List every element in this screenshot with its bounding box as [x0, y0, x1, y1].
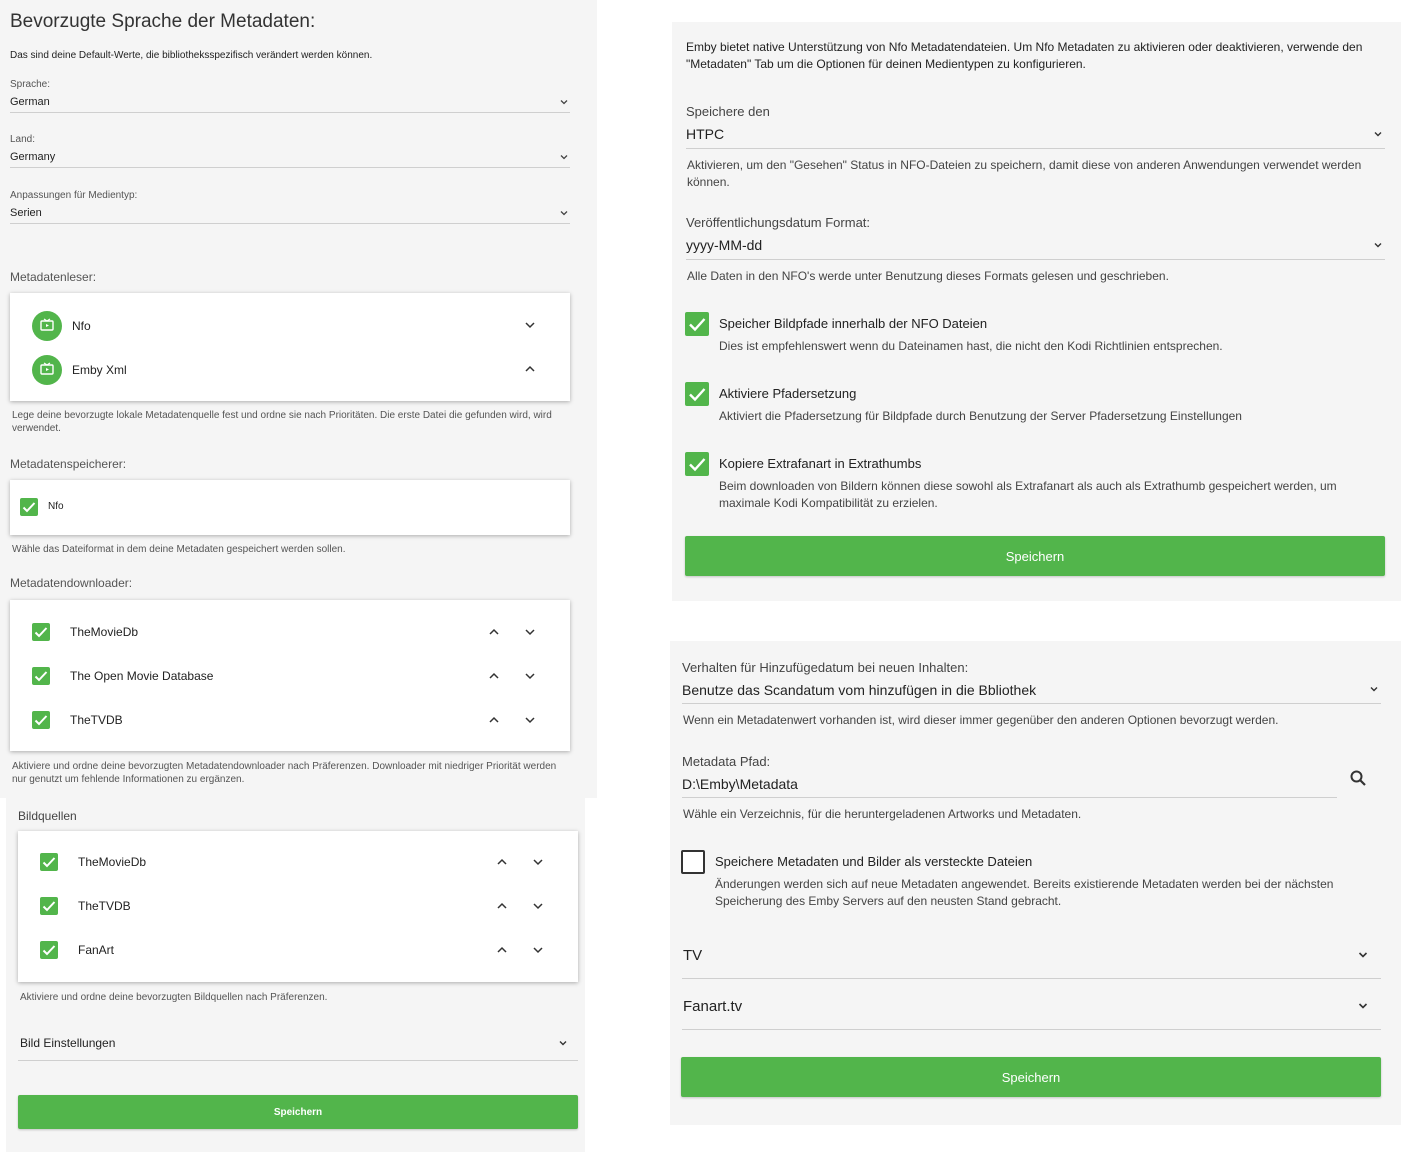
search-icon[interactable] — [1349, 769, 1367, 787]
chevron-down-icon — [1368, 683, 1380, 695]
image-source-name: TheMovieDb — [78, 855, 147, 869]
check-icon — [40, 853, 58, 871]
media-type-value: Serien — [10, 207, 42, 219]
move-up-icon[interactable] — [487, 625, 501, 639]
nfo-save-button[interactable]: Speichern — [685, 536, 1385, 576]
chevron-down-icon — [559, 97, 569, 107]
check-icon — [685, 382, 709, 406]
move-down-icon[interactable] — [531, 855, 545, 869]
chevron-down-icon — [559, 152, 569, 162]
reader-name: Emby Xml — [72, 363, 127, 377]
nfo-date-select[interactable] — [686, 235, 1385, 257]
hidden-files-desc: Änderungen werden sich auf neue Metadaten angewendet. Bereits existierende Metadaten werden bei der nächsten Speicherung des Emby Servers auf den neusten Stand gebracht. — [715, 877, 1334, 908]
nfo-user-value: HTPC — [686, 126, 725, 142]
country-select[interactable] — [10, 149, 570, 167]
defaults-note: Das sind deine Default-Werte, die bibliotheksspezifisch verändert werden können. — [10, 50, 373, 61]
nfo-date-hint: Alle Daten in den NFO's werde unter Benutzung dieses Formats gelesen und geschrieben. — [687, 269, 1169, 283]
path-substitution-desc: Aktiviert die Pfadersetzung für Bildpfade durch Benutzung der Server Pfadersetzung Einstellungen — [719, 409, 1242, 423]
downloaders-title: Metadatendownloader: — [10, 576, 133, 590]
check-icon — [685, 312, 709, 336]
language-select[interactable] — [10, 94, 570, 112]
chevron-down-icon — [1372, 128, 1384, 140]
list-item[interactable] — [10, 710, 570, 730]
page-title: Bevorzugte Sprache der Metadaten: — [10, 11, 316, 32]
media-type-select[interactable] — [10, 205, 570, 223]
language-value: German — [10, 96, 50, 108]
check-icon — [40, 897, 58, 915]
section-tv[interactable] — [682, 945, 1381, 967]
language-underline — [10, 112, 570, 113]
date-added-hint: Wenn ein Metadatenwert vorhanden ist, wird dieser immer gegenüber den anderen Optionen bevorzugt werden. — [683, 713, 1279, 727]
nfo-intro: Emby bietet native Unterstützung von Nfo Metadatendateien. Um Nfo Metadaten zu aktivieren oder deaktivieren, verwende den "Metadaten" Tab um die Optionen für deinen Medientypen zu konfigurieren. — [686, 40, 1363, 71]
downloader-checkbox[interactable] — [32, 667, 50, 685]
check-icon — [40, 941, 58, 959]
image-source-checkbox[interactable] — [40, 853, 58, 871]
move-up-icon[interactable] — [487, 713, 501, 727]
section-tv-underline — [682, 978, 1381, 979]
save-button[interactable]: Speichern — [18, 1095, 578, 1129]
readers-title: Metadatenleser: — [10, 270, 97, 284]
save-image-paths-desc: Dies ist empfehlenswert wenn du Dateinamen hast, die nicht den Kodi Richtlinien entsprechen. — [719, 339, 1223, 353]
list-item[interactable] — [10, 622, 570, 642]
date-added-select[interactable] — [682, 680, 1381, 702]
saver-checkbox[interactable] — [20, 498, 38, 516]
list-item[interactable] — [10, 353, 570, 387]
nfo-user-label: Speichere den — [686, 104, 770, 119]
image-source-name: TheTVDB — [78, 899, 131, 913]
move-up-icon[interactable] — [495, 855, 509, 869]
nfo-panel — [672, 22, 1401, 601]
image-settings-label: Bild Einstellungen — [20, 1036, 116, 1050]
readers-hint: Lege deine bevorzugte lokale Metadatenquelle fest und ordne sie nach Prioritäten. Die erste Datei die gefunden wird, wird verwendet. — [12, 410, 552, 434]
check-icon — [20, 498, 38, 516]
check-icon — [32, 711, 50, 729]
check-icon — [32, 667, 50, 685]
downloader-name: TheTVDB — [70, 713, 123, 727]
downloader-checkbox[interactable] — [32, 623, 50, 641]
nfo-user-hint: Aktivieren, um den "Gesehen" Status in NFO-Dateien zu speichern, damit diese von anderen Anwendungen verwendet werden können. — [687, 158, 1362, 189]
move-up-icon[interactable] — [523, 362, 537, 376]
section-fanart-label: Fanart.tv — [683, 998, 743, 1015]
chevron-down-icon — [1372, 239, 1384, 251]
move-down-icon[interactable] — [523, 625, 537, 639]
date-added-underline — [682, 703, 1381, 704]
savers-hint: Wähle das Dateiformat in dem deine Metadaten gespeichert werden sollen. — [12, 544, 346, 555]
country-label: Land: — [10, 134, 36, 145]
image-settings-expander[interactable] — [18, 1034, 578, 1054]
metadata-path-input[interactable] — [682, 774, 1337, 796]
move-up-icon[interactable] — [487, 669, 501, 683]
metadata-path-label: Metadata Pfad: — [682, 754, 771, 769]
nfo-date-underline — [686, 259, 1385, 260]
move-down-icon[interactable] — [523, 318, 537, 332]
nfo-date-value: yyyy-MM-dd — [686, 237, 763, 253]
move-up-icon[interactable] — [495, 899, 509, 913]
readers-list — [10, 293, 570, 401]
move-down-icon[interactable] — [531, 943, 545, 957]
downloaders-hint: Aktiviere und ordne deine bevorzugten Metadatendownloader nach Präferenzen. Downloader mit niedriger Priorität werden nur genutzt um fehlende Informationen zu ergänzen. — [12, 761, 557, 785]
tv-icon — [32, 355, 62, 385]
chevron-down-icon — [559, 208, 569, 218]
path-substitution-title: Aktiviere Pfadersetzung — [719, 386, 857, 401]
move-down-icon[interactable] — [523, 669, 537, 683]
image-sources-hint: Aktiviere und ordne deine bevorzugten Bildquellen nach Präferenzen. — [20, 992, 328, 1003]
save-image-paths-checkbox[interactable] — [685, 312, 709, 336]
list-item[interactable] — [10, 666, 570, 686]
tv-icon — [32, 311, 62, 341]
downloader-checkbox[interactable] — [32, 711, 50, 729]
nfo-date-label: Veröffentlichungsdatum Format: — [686, 215, 871, 230]
chevron-down-icon — [1356, 948, 1370, 962]
check-icon — [685, 452, 709, 476]
image-sources-title: Bildquellen — [18, 809, 77, 823]
check-icon — [32, 623, 50, 641]
section-fanart-underline — [682, 1029, 1381, 1030]
save-image-paths-title: Speicher Bildpfade innerhalb der NFO Dateien — [719, 316, 988, 331]
path-substitution-checkbox[interactable] — [685, 382, 709, 406]
metadata-path-underline — [682, 797, 1337, 798]
reader-name: Nfo — [72, 319, 91, 333]
list-item[interactable] — [18, 852, 578, 872]
country-value: Germany — [10, 151, 56, 163]
media-type-label: Anpassungen für Medientyp: — [10, 190, 138, 201]
downloader-name: TheMovieDb — [70, 625, 139, 639]
section-tv-label: TV — [683, 947, 703, 964]
saver-name: Nfo — [48, 501, 64, 512]
nfo-user-select[interactable] — [686, 124, 1385, 146]
savers-title: Metadatenspeicherer: — [10, 457, 127, 471]
extrafanart-desc: Beim downloaden von Bildern können diese sowohl als Extrafanart als auch als Extrathumb gespeichert werden, um maximale Kodi Kompatibilität zu erzielen. — [719, 479, 1337, 510]
move-down-icon[interactable] — [523, 713, 537, 727]
list-item[interactable] — [18, 940, 578, 960]
list-item[interactable] — [18, 896, 578, 916]
extrafanart-title: Kopiere Extrafanart in Extrathumbs — [719, 456, 922, 471]
metadata-save-button[interactable]: Speichern — [681, 1057, 1381, 1097]
image-settings-underline — [18, 1060, 578, 1061]
nfo-user-underline — [686, 148, 1385, 149]
hidden-files-title: Speichere Metadaten und Bilder als versteckte Dateien — [715, 854, 1033, 869]
country-underline — [10, 167, 570, 168]
list-item[interactable] — [10, 309, 570, 343]
chevron-down-icon — [557, 1037, 569, 1049]
savers-list — [10, 480, 570, 535]
move-up-icon[interactable] — [495, 943, 509, 957]
image-source-checkbox[interactable] — [40, 941, 58, 959]
chevron-down-icon — [1356, 999, 1370, 1013]
downloaders-list — [10, 600, 570, 751]
hidden-files-checkbox[interactable] — [681, 850, 705, 874]
media-type-underline — [10, 223, 570, 224]
language-label: Sprache: — [10, 79, 51, 90]
section-fanart[interactable] — [682, 996, 1381, 1018]
metadata-path-hint: Wähle ein Verzeichnis, für die heruntergeladenen Artworks und Metadaten. — [683, 807, 1082, 821]
date-added-label: Verhalten für Hinzufügedatum bei neuen Inhalten: — [682, 660, 969, 675]
downloader-name: The Open Movie Database — [70, 669, 214, 683]
image-source-checkbox[interactable] — [40, 897, 58, 915]
image-sources-list — [18, 831, 578, 982]
image-source-name: FanArt — [78, 943, 115, 957]
extrafanart-checkbox[interactable] — [685, 452, 709, 476]
metadata-path-value: D:\Emby\Metadata — [682, 776, 798, 792]
date-added-value: Benutze das Scandatum vom hinzufügen in die Bbliothek — [682, 682, 1037, 698]
move-down-icon[interactable] — [531, 899, 545, 913]
